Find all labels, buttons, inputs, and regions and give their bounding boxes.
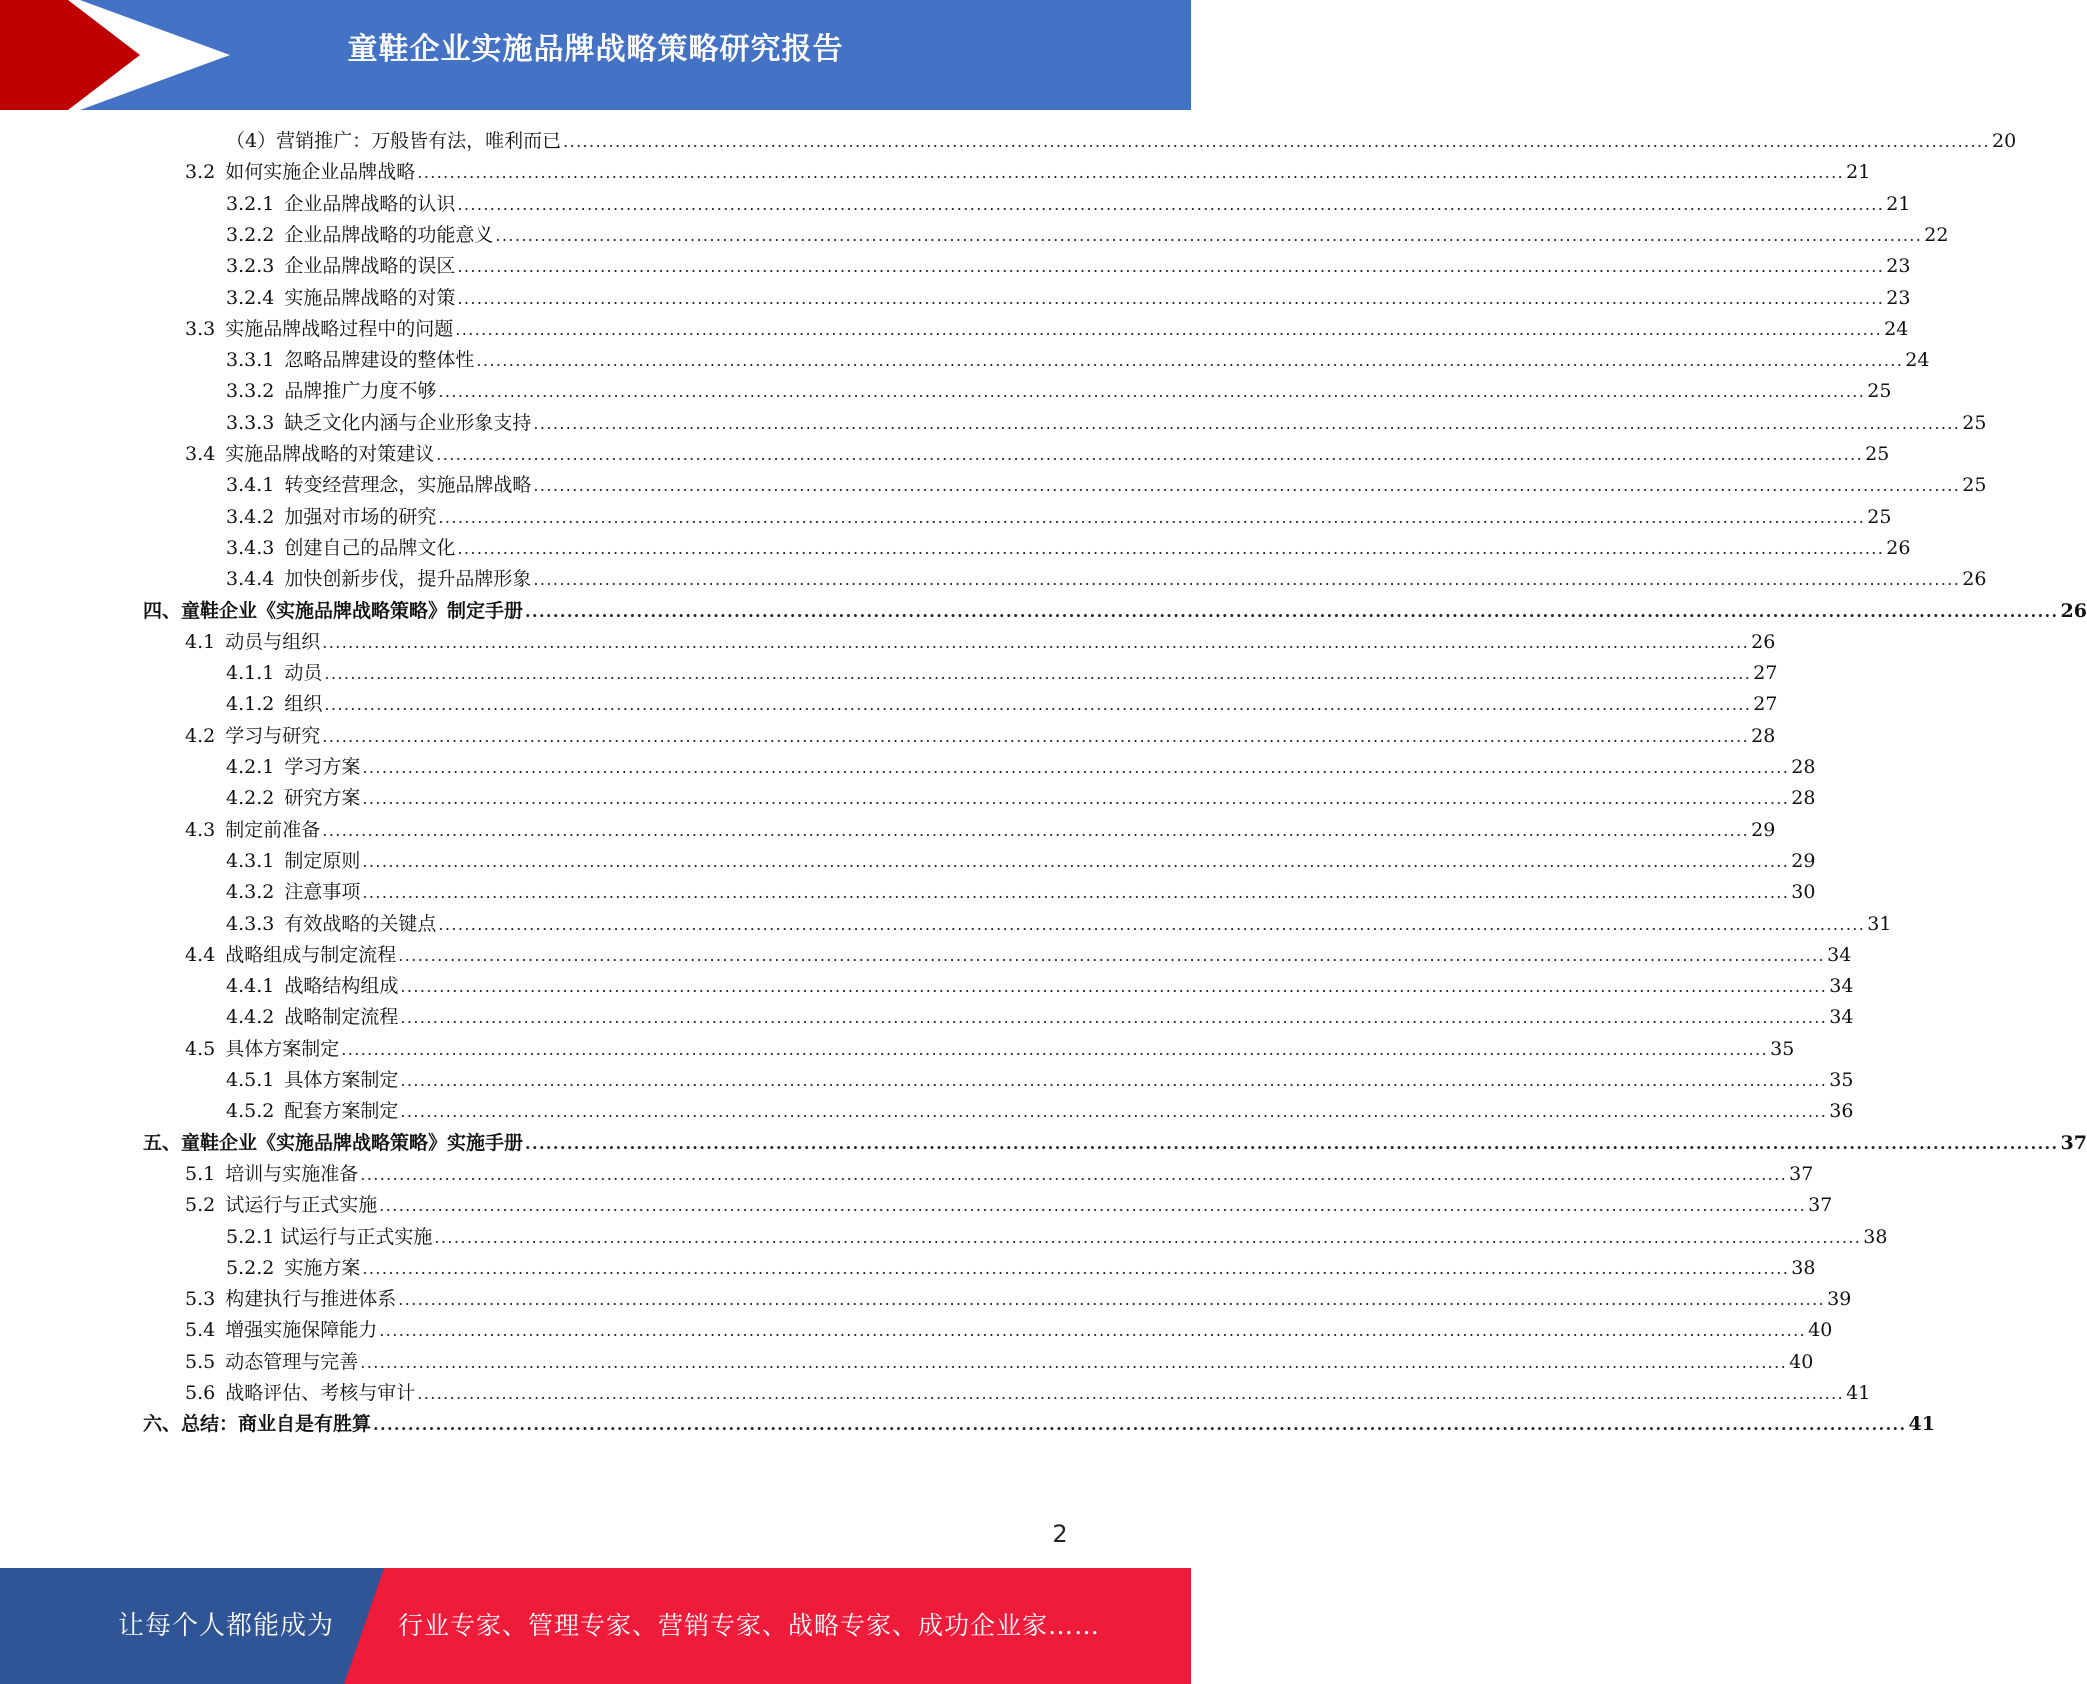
toc-entry-number: 5.2.2 (226, 1256, 275, 1279)
toc-entry[interactable] (226, 560, 1987, 591)
toc-entry-number: 4.3.1 (226, 849, 275, 872)
toc-entry[interactable] (226, 341, 1930, 372)
toc-entry-number: 3.2 (185, 161, 216, 184)
toc-entry-page: 21 (1886, 192, 1911, 215)
toc-entry-label: 动员与组织 (225, 630, 321, 653)
toc-entry[interactable] (185, 153, 1871, 184)
toc-entry-page: 23 (1886, 255, 1911, 278)
toc-entry-page: 37 (1808, 1194, 1833, 1217)
toc-entry[interactable] (143, 1124, 2087, 1155)
toc-entry[interactable] (226, 905, 1892, 936)
toc-entry-title (185, 1381, 417, 1405)
toc-entry[interactable] (226, 1061, 1854, 1092)
toc-entry-number: 4.3.3 (226, 912, 275, 935)
toc-entry-label: 具体方案制定 (284, 1069, 399, 1091)
toc-entry-label: 具体方案制定 (225, 1037, 340, 1060)
toc-entry-number: 4.1.2 (226, 693, 275, 716)
toc-entry-title (226, 786, 362, 810)
toc-leader-dots: ............................................................................................................................................................................................................................ (362, 851, 1790, 871)
toc-entry-number: 3.4.2 (226, 505, 275, 528)
toc-entry-page: 34 (1829, 1006, 1854, 1029)
toc-entry-label: 忽略品牌建设的整体性 (284, 349, 475, 372)
toc-entry-page: 20 (1992, 130, 2017, 152)
toc-entry-title (185, 442, 436, 466)
toc-leader-dots: ............................................................................................................................................................................................................................ (379, 1321, 1807, 1341)
toc-leader-dots: ............................................................................................................................................................................................................................ (398, 1290, 1826, 1310)
toc-entry-label: 战略评估、考核与审计 (225, 1382, 416, 1404)
toc-entry[interactable] (185, 1030, 1795, 1061)
toc-entry-page: 24 (1884, 317, 1909, 340)
toc-entry[interactable] (226, 1218, 1888, 1249)
toc-entry-number: 3.3.1 (226, 349, 275, 372)
toc-entry[interactable] (226, 1092, 1854, 1123)
toc-entry[interactable] (185, 1343, 1814, 1374)
toc-entry-title (185, 1162, 360, 1186)
toc-entry-label: 实施方案 (284, 1256, 361, 1279)
toc-entry-page: 26 (2060, 599, 2087, 622)
toc-entry-number: 4.4 (185, 943, 216, 966)
toc-entry-page: 35 (1770, 1037, 1795, 1060)
toc-entry[interactable] (185, 1280, 1852, 1311)
page-header (0, 0, 1191, 110)
toc-entry-title (226, 348, 476, 372)
toc-entry-label: 六、总结：商业自是有胜算 (143, 1413, 372, 1436)
toc-entry-label: 企业品牌战略的功能意义 (284, 223, 494, 246)
toc-entry-label: 企业品牌战略的误区 (284, 255, 456, 278)
toc-entry-page: 37 (2060, 1131, 2087, 1154)
toc-entry-label: 加强对市场的研究 (284, 505, 437, 528)
toc-entry-title (226, 286, 457, 310)
toc-entry[interactable] (143, 1405, 1935, 1436)
toc-entry-label: 战略结构组成 (284, 975, 399, 998)
toc-entry-title (226, 755, 362, 779)
toc-leader-dots: ............................................................................................................................................................................................................................ (525, 601, 2059, 621)
toc-entry-page: 34 (1827, 943, 1852, 966)
toc-entry-title (185, 1318, 379, 1342)
footer-slogan-right: 行业专家、管理专家、营销专家、战略专家、成功企业家…… (398, 1611, 1101, 1640)
toc-leader-dots: ............................................................................................................................................................................................................................ (438, 507, 1866, 527)
toc-entry-number: 3.2.3 (226, 255, 275, 278)
toc-entry-title (185, 160, 417, 184)
toc-leader-dots: ............................................................................................................................................................................................................................ (360, 1164, 1788, 1184)
toc-leader-dots: ............................................................................................................................................................................................................................ (379, 1196, 1807, 1216)
toc-entry-number: 4.5.1 (226, 1069, 275, 1091)
toc-entry-number: 5.5 (185, 1350, 216, 1373)
page-footer (0, 1568, 1191, 1684)
toc-leader-dots: ............................................................................................................................................................................................................................ (400, 1071, 1828, 1090)
toc-entry-label: 有效战略的关键点 (284, 912, 437, 935)
toc-entry-page: 31 (1867, 912, 1892, 935)
toc-leader-dots: ............................................................................................................................................................................................................................ (362, 758, 1790, 777)
toc-entry-page: 25 (1962, 474, 1987, 497)
toc-entry[interactable] (226, 466, 1987, 497)
toc-entry-number: 3.4.1 (226, 474, 275, 497)
toc-leader-dots: ............................................................................................................................................................................................................................ (563, 132, 1990, 151)
toc-entry-page: 25 (1867, 380, 1892, 403)
toc-entry[interactable] (185, 811, 1776, 842)
toc-leader-dots: ............................................................................................................................................................................................................................ (457, 257, 1885, 277)
toc-entry-label: 构建执行与推进体系 (225, 1288, 397, 1311)
toc-leader-dots: ............................................................................................................................................................................................................................ (362, 789, 1790, 809)
toc-leader-dots: ............................................................................................................................................................................................................................ (398, 945, 1826, 965)
toc-entry-number: 4.3.2 (226, 881, 275, 904)
toc-entry-title (185, 1193, 379, 1217)
toc-entry-page: 26 (1886, 536, 1911, 559)
toc-entry-page: 28 (1791, 756, 1816, 778)
toc-entry-label: 企业品牌战略的认识 (284, 192, 456, 215)
toc-entry-number: 4.1 (185, 630, 216, 653)
toc-entry-title (226, 1099, 400, 1123)
toc-entry-page: 29 (1751, 818, 1776, 841)
toc-entry-page: 30 (1791, 881, 1816, 904)
toc-entry-number: 4.3 (185, 818, 216, 841)
toc-entry-page: 38 (1791, 1256, 1816, 1279)
toc-entry-title (226, 129, 563, 153)
toc-entry-number: 3.2.1 (226, 192, 275, 215)
toc-entry-title (185, 1037, 341, 1061)
toc-leader-dots: ............................................................................................................................................................................................................................ (455, 319, 1883, 339)
toc-entry-number: 4.2.1 (226, 756, 275, 778)
toc-leader-dots: ............................................................................................................................................................................................................................ (457, 538, 1885, 558)
toc-leader-dots: ............................................................................................................................................................................................................................ (436, 445, 1864, 464)
toc-entry-page: 24 (1905, 349, 1930, 372)
toc-leader-dots: ............................................................................................................................................................................................................................ (322, 726, 1750, 746)
toc-leader-dots: ............................................................................................................................................................................................................................ (322, 632, 1750, 652)
toc-entry-number: 5.1 (185, 1162, 216, 1185)
toc-entry-label: 四、童鞋企业《实施品牌战略策略》制定手册 (143, 599, 524, 622)
toc-entry-label: 战略制定流程 (284, 1006, 399, 1029)
toc-leader-dots: ............................................................................................................................................................................................................................ (457, 288, 1885, 308)
toc-entry-number: 4.4.1 (226, 975, 275, 998)
toc-entry-label: 培训与实施准备 (225, 1162, 359, 1185)
toc-entry[interactable] (185, 1186, 1833, 1217)
toc-entry[interactable] (226, 873, 1816, 904)
toc-entry-title (226, 505, 438, 529)
toc-entry-page: 38 (1863, 1225, 1888, 1248)
toc-entry-title (226, 1225, 434, 1249)
toc-entry-label: 学习与研究 (225, 724, 321, 747)
toc-entry-label: 增强实施保障能力 (225, 1319, 378, 1342)
toc-leader-dots: ............................................................................................................................................................................................................................ (324, 664, 1752, 684)
toc-entry-label: 5.2.1 试运行与正式实施 (226, 1225, 433, 1248)
toc-entry-title (185, 724, 322, 748)
toc-entry-label: 配套方案制定 (284, 1100, 399, 1123)
toc-entry-title (185, 818, 322, 842)
toc-entry[interactable] (226, 842, 1816, 873)
toc-entry-label: 如何实施企业品牌战略 (225, 161, 416, 184)
toc-entry[interactable] (226, 372, 1892, 403)
toc-entry-number: 3.4.3 (226, 536, 275, 559)
toc-entry-title (226, 974, 400, 998)
toc-entry-page: 34 (1829, 975, 1854, 998)
toc-entry-title (226, 1256, 362, 1280)
toc-entry-label: 制定原则 (284, 849, 361, 872)
toc-entry-number: 4.4.2 (226, 1006, 275, 1029)
toc-leader-dots: ............................................................................................................................................................................................................................ (495, 225, 1923, 245)
toc-entry-title (226, 536, 457, 560)
toc-entry-number: 5.4 (185, 1319, 216, 1342)
toc-entry[interactable] (226, 247, 1911, 278)
toc-entry-label: 缺乏文化内涵与企业形象支持 (284, 411, 532, 434)
toc-leader-dots: ............................................................................................................................................................................................................................ (400, 1008, 1828, 1028)
toc-entry-title (226, 473, 533, 497)
toc-entry-title (185, 1350, 360, 1374)
toc-entry-page: 27 (1753, 693, 1778, 716)
toc-entry[interactable] (185, 717, 1776, 748)
toc-leader-dots: ............................................................................................................................................................................................................................ (324, 695, 1752, 715)
toc-entry-number: 3.4 (185, 443, 216, 465)
toc-entry-number: 4.1.1 (226, 662, 275, 685)
toc-entry-label: 加快创新步伐，提升品牌形象 (284, 568, 532, 591)
toc-entry[interactable] (185, 1155, 1814, 1186)
toc-entry[interactable] (226, 216, 1949, 247)
toc-entry-label: 组织 (284, 693, 323, 716)
toc-entry[interactable] (226, 122, 2017, 153)
toc-leader-dots: ............................................................................................................................................................................................................................ (417, 163, 1845, 183)
toc-entry[interactable] (143, 592, 2087, 623)
toc-entry-page: 25 (1962, 411, 1987, 434)
toc-entry-label: 学习方案 (284, 756, 361, 778)
toc-entry-label: 实施品牌战略过程中的问题 (225, 317, 454, 340)
toc-entry[interactable] (185, 1374, 1871, 1405)
toc-entry-page: 28 (1791, 787, 1816, 810)
toc-leader-dots: ............................................................................................................................................................................................................................ (525, 1133, 2059, 1153)
toc-entry-label: 注意事项 (284, 881, 361, 904)
toc-leader-dots: ............................................................................................................................................................................................................................ (400, 977, 1828, 997)
toc-entry-title (226, 692, 324, 716)
toc-leader-dots: ............................................................................................................................................................................................................................ (360, 1352, 1788, 1372)
toc-entry[interactable] (226, 654, 1778, 685)
toc-entry-title (226, 254, 457, 278)
toc-entry-title (226, 1068, 400, 1092)
toc-entry[interactable] (226, 779, 1816, 810)
toc-entry-label: 动态管理与完善 (225, 1350, 359, 1373)
toc-entry-number: 4.5.2 (226, 1100, 275, 1123)
toc-entry-label: 转变经营理念，实施品牌战略 (284, 474, 532, 497)
toc-entry-title (185, 317, 455, 341)
toc-entry-number: 5.3 (185, 1288, 216, 1311)
footer-slogan-left: 让每个人都能成为 (118, 1611, 335, 1641)
toc-entry-number: 5.6 (185, 1382, 216, 1404)
toc-entry-page: 26 (1962, 568, 1987, 591)
toc-leader-dots: ............................................................................................................................................................................................................................ (362, 883, 1790, 903)
toc-leader-dots: ............................................................................................................................................................................................................................ (438, 382, 1866, 402)
toc-entry-number: 4.2.2 (226, 787, 275, 810)
toc-entry-page: 41 (1908, 1413, 1935, 1436)
toc-leader-dots: ............................................................................................................................................................................................................................ (362, 1258, 1790, 1278)
toc-entry-page: 40 (1789, 1350, 1814, 1373)
toc-entry-title (226, 1005, 400, 1029)
toc-entry-number: 3.3.3 (226, 411, 275, 434)
toc-entry-title (226, 379, 438, 403)
toc-entry-page: 39 (1827, 1288, 1852, 1311)
toc-entry-page: 29 (1791, 849, 1816, 872)
toc-entry-label: 研究方案 (284, 787, 361, 810)
toc-entry-page: 22 (1924, 223, 1949, 246)
toc-entry[interactable] (226, 498, 1892, 529)
toc-entry-title (185, 1287, 398, 1311)
toc-entry-number: 3.3.2 (226, 380, 275, 403)
toc-entry-number: 3.2.4 (226, 286, 275, 309)
toc-leader-dots: ............................................................................................................................................................................................................................ (400, 1102, 1828, 1122)
toc-entry-title (185, 630, 322, 654)
toc-entry-page: 21 (1846, 161, 1871, 184)
toc-entry[interactable] (226, 998, 1854, 1029)
toc-entry-title (226, 912, 438, 936)
toc-leader-dots: ............................................................................................................................................................................................................................ (533, 413, 1961, 433)
toc-entry[interactable] (226, 1249, 1816, 1280)
toc-leader-dots: ............................................................................................................................................................................................................................ (533, 476, 1961, 496)
toc-entry-number: 4.5 (185, 1037, 216, 1060)
toc-entry[interactable] (226, 967, 1854, 998)
toc-entry-number: 3.2.2 (226, 223, 275, 246)
toc-entry-number: 3.4.4 (226, 568, 275, 591)
toc-entry[interactable] (185, 310, 1909, 341)
toc-entry-title (226, 567, 533, 591)
toc-entry[interactable] (226, 404, 1987, 435)
toc-entry-page: 27 (1753, 662, 1778, 685)
toc-entry-label: 实施品牌战略的对策建议 (225, 443, 435, 465)
toc-entry[interactable] (226, 185, 1911, 216)
toc-entry-number: 3.3 (185, 317, 216, 340)
page-number: 2 (1052, 1520, 1068, 1548)
toc-entry-label: 动员 (284, 662, 323, 685)
toc-entry-page: 25 (1867, 505, 1892, 528)
toc-entry-label: （4）营销推广：万般皆有法，唯利而已 (226, 130, 562, 152)
toc-entry-label: 五、童鞋企业《实施品牌战略策略》实施手册 (143, 1131, 524, 1154)
toc-entry-title (185, 943, 398, 967)
toc-leader-dots: ............................................................................................................................................................................................................................ (457, 194, 1885, 214)
toc-entry-number: 4.2 (185, 724, 216, 747)
toc-entry[interactable] (185, 936, 1852, 967)
footer-blue-slant (344, 1568, 384, 1684)
toc-entry[interactable] (226, 279, 1911, 310)
toc-entry-title (143, 1131, 525, 1155)
toc-leader-dots: ............................................................................................................................................................................................................................ (417, 1384, 1845, 1403)
toc-entry-page: 26 (1751, 630, 1776, 653)
toc-leader-dots: ............................................................................................................................................................................................................................ (434, 1227, 1862, 1247)
toc-entry-title (143, 1412, 373, 1436)
toc-entry-page: 36 (1829, 1100, 1854, 1123)
toc-entry-title (226, 223, 495, 247)
toc-entry-page: 35 (1829, 1069, 1854, 1091)
toc-entry[interactable] (226, 748, 1816, 779)
toc-entry[interactable] (185, 623, 1776, 654)
toc-entry-number: 5.2 (185, 1194, 216, 1217)
toc-entry[interactable] (226, 529, 1911, 560)
toc-entry-label: 品牌推广力度不够 (284, 380, 437, 403)
toc-entry-title (226, 192, 457, 216)
toc-leader-dots: ............................................................................................................................................................................................................................ (373, 1415, 1907, 1435)
toc-entry-label: 实施品牌战略的对策 (284, 286, 456, 309)
document-title: 童鞋企业实施品牌战略策略研究报告 (347, 32, 844, 67)
toc-entry-title (143, 599, 525, 623)
toc-entry-label: 战略组成与制定流程 (225, 943, 397, 966)
toc-entry-page: 28 (1751, 724, 1776, 747)
toc-entry[interactable] (185, 1311, 1833, 1342)
toc-entry-title (226, 411, 533, 435)
toc-entry-title (226, 880, 362, 904)
toc-leader-dots: ............................................................................................................................................................................................................................ (476, 351, 1904, 371)
toc-entry-page: 23 (1886, 286, 1911, 309)
toc-entry-label: 创建自己的品牌文化 (284, 536, 456, 559)
toc-entry-page: 37 (1789, 1162, 1814, 1185)
toc-entry-page: 40 (1808, 1319, 1833, 1342)
toc-entry-label: 试运行与正式实施 (225, 1194, 378, 1217)
toc-leader-dots: ............................................................................................................................................................................................................................ (341, 1039, 1769, 1059)
toc-entry[interactable] (185, 435, 1890, 466)
toc-leader-dots: ............................................................................................................................................................................................................................ (438, 914, 1866, 934)
toc-leader-dots: ............................................................................................................................................................................................................................ (322, 820, 1750, 840)
toc-entry-page: 41 (1846, 1382, 1871, 1404)
toc-entry-label: 制定前准备 (225, 818, 321, 841)
toc-entry[interactable] (226, 685, 1778, 716)
toc-entry-title (226, 849, 362, 873)
toc-entry-page: 25 (1865, 443, 1890, 465)
toc-entry-title (226, 661, 324, 685)
toc-leader-dots: ............................................................................................................................................................................................................................ (533, 570, 1961, 590)
